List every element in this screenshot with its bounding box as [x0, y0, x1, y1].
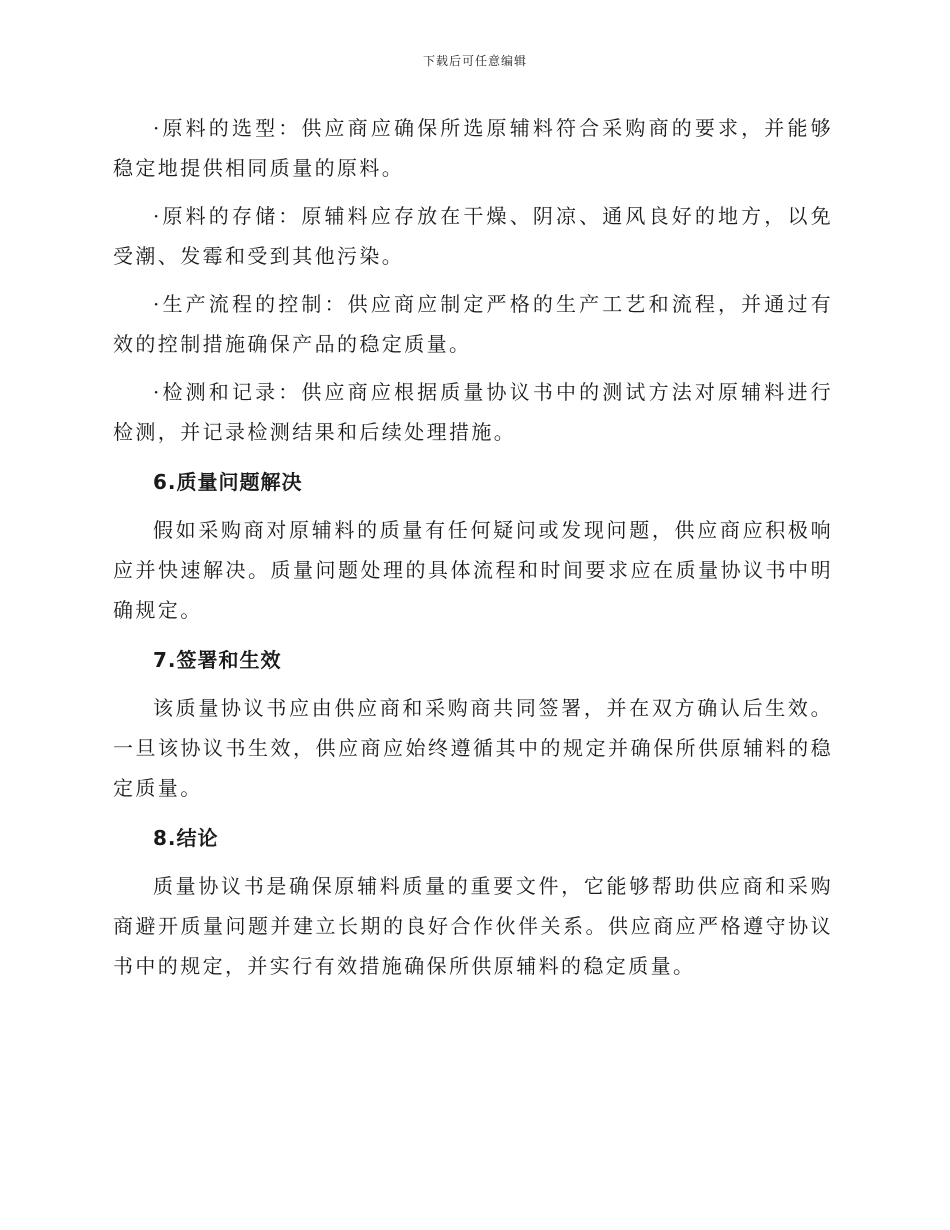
paragraph-quality-issues: 假如采购商对原辅料的质量有任何疑问或发现问题，供应商应积极响应并快速解决。质量问题处理的具体流程和时间要求应在质量协议书中明确规定。 [113, 518, 833, 622]
section-heading-signing: 7.签署和生效 [153, 648, 282, 672]
section-heading-conclusion: 8.结论 [153, 826, 219, 850]
bullet-paragraph-material-selection: ·原料的选型：供应商应确保所选原辅料符合采购商的要求，并能够稳定地提供相同质量的原料。 [113, 116, 833, 180]
bullet-paragraph-testing-records: ·检测和记录：供应商应根据质量协议书中的测试方法对原辅料进行检测，并记录检测结果和后续处理措施。 [113, 380, 833, 444]
paragraph-conclusion: 质量协议书是确保原辅料质量的重要文件，它能够帮助供应商和采购商避开质量问题并建立长期的良好合作伙伴关系。供应商应严格遵守协议书中的规定，并实行有效措施确保所供原辅料的稳定质量。 [113, 874, 833, 978]
paragraph-signing: 该质量协议书应由供应商和采购商共同签署，并在双方确认后生效。一旦该协议书生效，供应商应始终遵循其中的规定并确保所供原辅料的稳定质量。 [113, 696, 833, 800]
bullet-paragraph-process-control: ·生产流程的控制：供应商应制定严格的生产工艺和流程，并通过有效的控制措施确保产品的稳定质量。 [113, 292, 833, 356]
section-heading-quality-issues: 6.质量问题解决 [153, 470, 303, 494]
bullet-paragraph-material-storage: ·原料的存储：原辅料应存放在干燥、阴凉、通风良好的地方，以免受潮、发霉和受到其他污染。 [113, 204, 833, 268]
page-header: 下载后可任意编辑 [422, 54, 527, 68]
document-body [113, 108, 833, 986]
